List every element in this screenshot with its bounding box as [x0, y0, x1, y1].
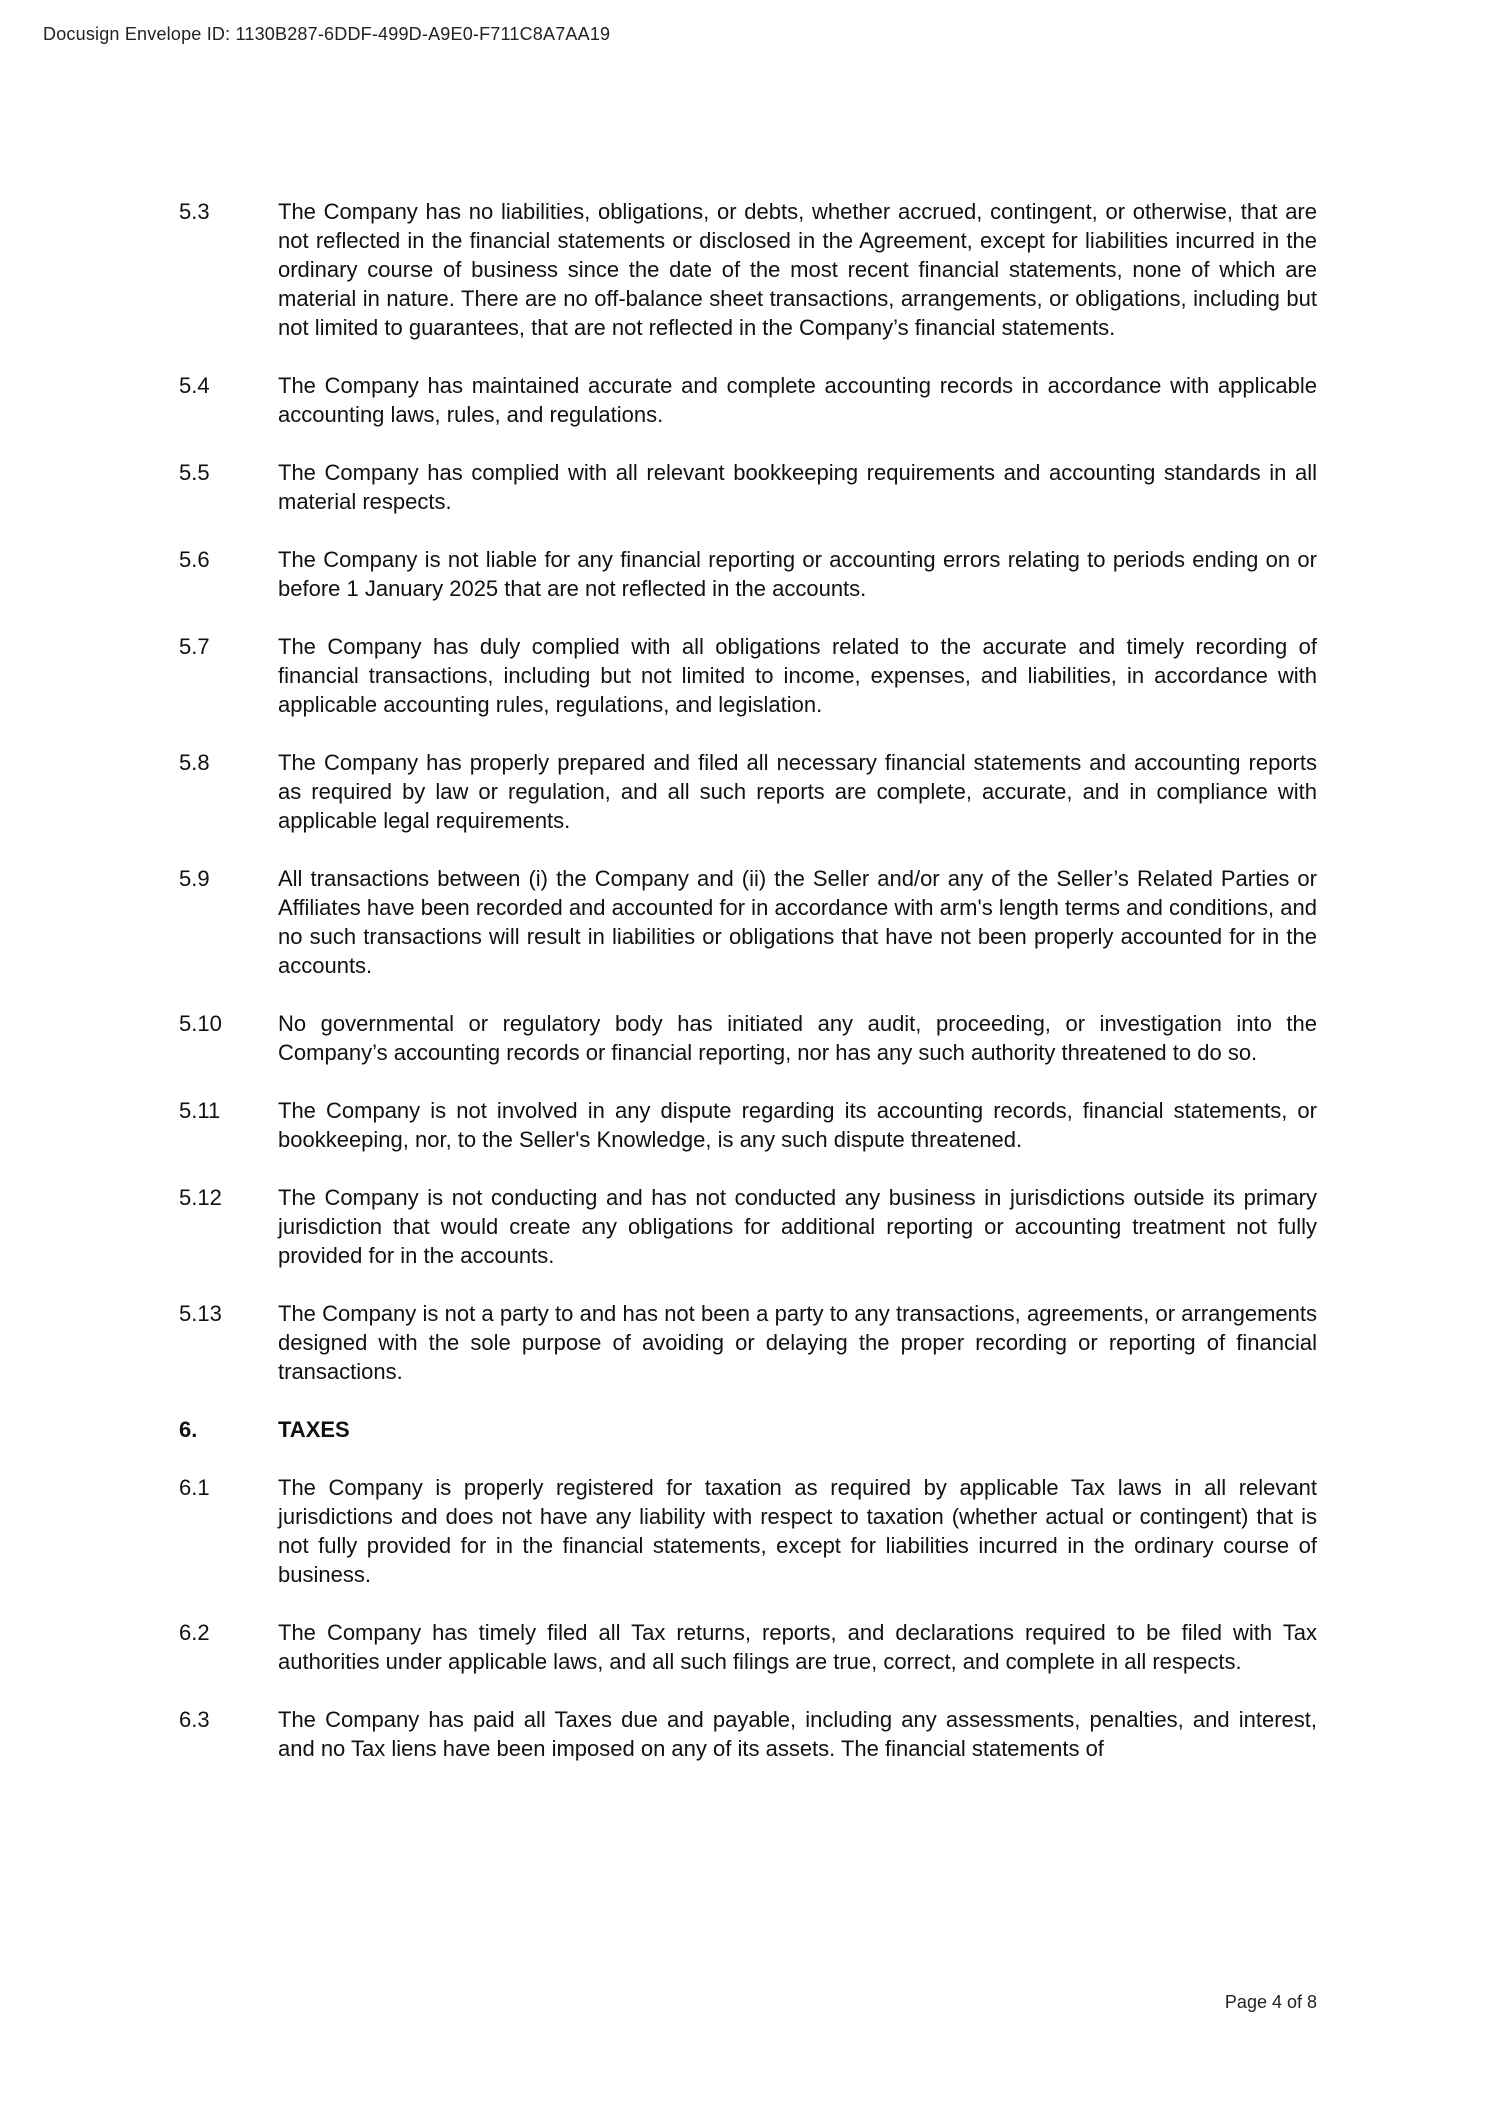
clause-6-1	[179, 1473, 1317, 1589]
clause-text: The Company is not liable for any financial reporting or accounting errors relating to periods ending on or before 1 January 2025 that are not reflected in the accounts.	[278, 547, 1317, 601]
clause-5-8	[179, 748, 1317, 835]
clause-5-6	[179, 545, 1317, 603]
clause-text: The Company has paid all Taxes due and payable, including any assessments, penalties, and interest, and no Tax liens have been imposed on any of its assets. The financial statements of	[278, 1707, 1317, 1761]
clause-number: 6.2	[179, 1620, 210, 1645]
clause-text: The Company has complied with all relevant bookkeeping requirements and accounting standards in all material respects.	[278, 460, 1317, 514]
clause-5-4	[179, 371, 1317, 429]
clause-text: The Company has maintained accurate and complete accounting records in accordance with applicable accounting laws, rules, and regulations.	[278, 373, 1317, 427]
clause-text: The Company is not a party to and has not been a party to any transactions, agreements, or arrangements designed with the sole purpose of avoiding or delaying the proper recording or reporting of financial transactions.	[278, 1301, 1317, 1384]
clause-number: 5.5	[179, 460, 210, 485]
clause-text: The Company has no liabilities, obligations, or debts, whether accrued, contingent, or otherwise, that are not reflected in the financial statements or disclosed in the Agreement, except for liabilities incurred in the ordinary course of business since the date of the most recent financial statements, none of which are material in nature. There are no off-balance sheet transactions, arrangements, or obligations, including but not limited to guarantees, that are not reflected in the Company’s financial statements.	[278, 199, 1317, 340]
clause-text: The Company has properly prepared and filed all necessary financial statements and accounting reports as required by law or regulation, and all such reports are complete, accurate, and in compliance with applicable legal requirements.	[278, 750, 1317, 833]
section-title: TAXES	[278, 1417, 350, 1442]
envelope-id: Docusign Envelope ID: 1130B287-6DDF-499D-A9E0-F711C8A7AA19	[43, 24, 611, 44]
clause-5-7	[179, 632, 1317, 719]
clause-5-11	[179, 1096, 1317, 1154]
clause-5-13	[179, 1299, 1317, 1386]
clause-number: 5.8	[179, 750, 210, 775]
document-body	[179, 197, 1317, 1792]
clause-text: The Company is not involved in any dispute regarding its accounting records, financial statements, or bookkeeping, nor, to the Seller's Knowledge, is any such dispute threatened.	[278, 1098, 1317, 1152]
section-number: 6.	[179, 1417, 198, 1442]
clause-number: 5.12	[179, 1185, 222, 1210]
clause-number: 5.9	[179, 866, 210, 891]
clause-number: 5.11	[179, 1098, 221, 1123]
clause-6-3	[179, 1705, 1317, 1763]
clause-5-9	[179, 864, 1317, 980]
clause-text: The Company is not conducting and has not conducted any business in jurisdictions outside its primary jurisdiction that would create any obligations for additional reporting or accounting treatment not fully provided for in the accounts.	[278, 1185, 1317, 1268]
clause-text: No governmental or regulatory body has initiated any audit, proceeding, or investigation into the Company’s accounting records or financial reporting, nor has any such authority threatened to do so.	[278, 1011, 1317, 1065]
clause-number: 5.6	[179, 547, 210, 572]
clause-5-12	[179, 1183, 1317, 1270]
clause-6-2	[179, 1618, 1317, 1676]
clause-number: 5.3	[179, 199, 210, 224]
clause-text: The Company is properly registered for taxation as required by applicable Tax laws in all relevant jurisdictions and does not have any liability with respect to taxation (whether actual or contingent) that is not fully provided for in the financial statements, except for liabilities incurred in the ordinary course of business.	[278, 1475, 1317, 1587]
clause-5-10	[179, 1009, 1317, 1067]
section-heading-taxes	[179, 1415, 1317, 1444]
clause-number: 5.7	[179, 634, 210, 659]
clause-number: 5.13	[179, 1301, 222, 1326]
clause-text: The Company has duly complied with all obligations related to the accurate and timely recording of financial transactions, including but not limited to income, expenses, and liabilities, in accordance with applicable accounting rules, regulations, and legislation.	[278, 634, 1317, 717]
page-number: Page 4 of 8	[1224, 1992, 1317, 2012]
clause-number: 6.1	[179, 1475, 210, 1500]
clause-number: 5.10	[179, 1011, 222, 1036]
clause-5-3	[179, 197, 1317, 342]
clause-5-5	[179, 458, 1317, 516]
clause-text: All transactions between (i) the Company and (ii) the Seller and/or any of the Seller’s Related Parties or Affiliates have been recorded and accounted for in accordance with arm's length terms and conditions, and no such transactions will result in liabilities or obligations that have not been properly accounted for in the accounts.	[278, 866, 1317, 978]
clause-text: The Company has timely filed all Tax returns, reports, and declarations required to be filed with Tax authorities under applicable laws, and all such filings are true, correct, and complete in all respects.	[278, 1620, 1317, 1674]
clause-number: 6.3	[179, 1707, 210, 1732]
clause-number: 5.4	[179, 373, 210, 398]
